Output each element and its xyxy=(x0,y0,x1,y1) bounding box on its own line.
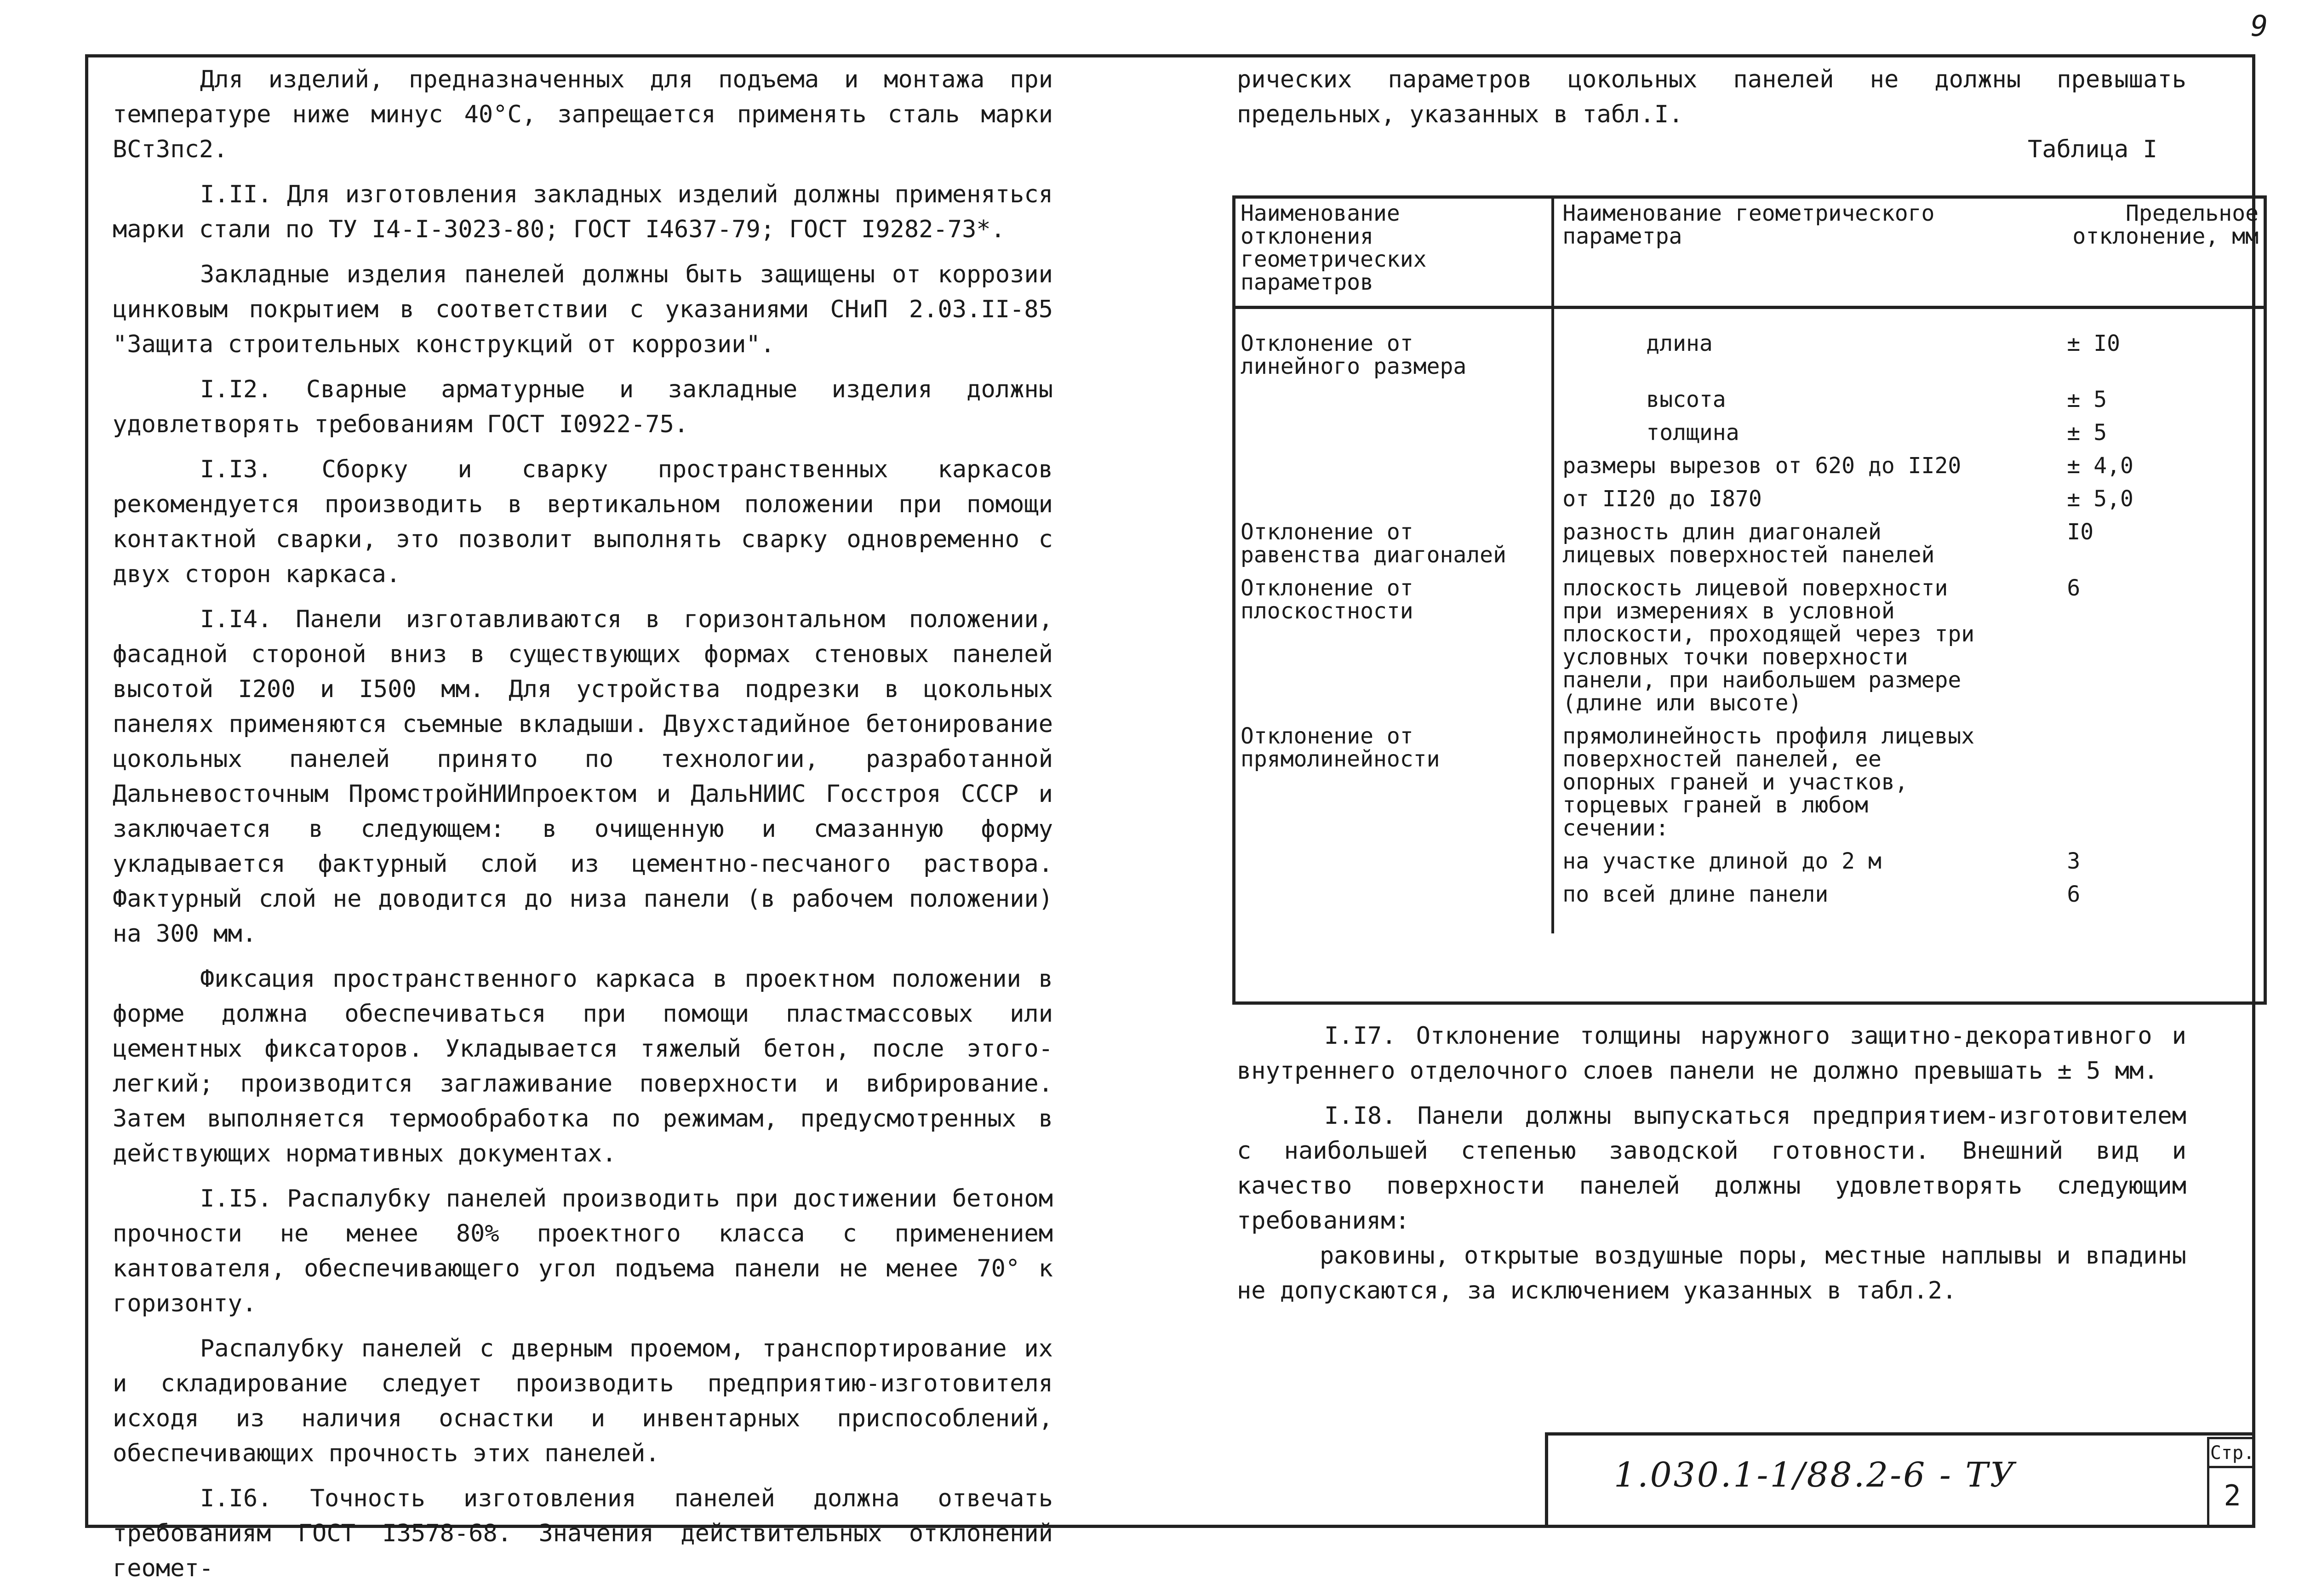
table-caption: Таблица I xyxy=(2028,136,2157,163)
right-text-column xyxy=(1237,62,2186,142)
table-cell: 3 xyxy=(2067,848,2081,874)
table-cell: на участке длиной до 2 м xyxy=(1562,848,1882,874)
table-row xyxy=(1232,845,2267,878)
paragraph: I.I5. Распалубку панелей производить при достижении бетоном прочности не менее 80% проектного класса с применением кантователя, обеспечивающего угол подъема панели не менее 70° к горизонту. xyxy=(113,1185,1053,1317)
table-cell: прямолинейность профиля лицевых поверхностей панелей, ее опорных граней и участков, торцевых граней в любом сечении: xyxy=(1562,723,1975,841)
table-cell: длина xyxy=(1646,331,1713,356)
paragraph: Распалубку панелей с дверным проемом, транспортирование их и складирование следует производить предприятию-изготовителя исходя из наличия оснастки и инвентарных приспособлений, обеспечивающих прочность этих панелей. xyxy=(113,1335,1053,1467)
table-header: Наименование отклонения геометрических параметров xyxy=(1232,195,1553,308)
table-cell xyxy=(1232,483,1553,516)
table-cell: ± 4,0 xyxy=(2067,453,2133,479)
table-cell: ± 5 xyxy=(2067,420,2107,446)
table-row xyxy=(1232,483,2267,516)
table-cell: ± I0 xyxy=(2067,331,2120,356)
table-header: Наименование геометрического параметра xyxy=(1553,195,1993,308)
sheet-number: 2 xyxy=(2207,1468,2255,1528)
table-cell: 6 xyxy=(2067,575,2081,601)
table-cell: I0 xyxy=(2067,519,2094,545)
paragraph: Фиксация пространственного каркаса в проектном положении в форме должна обеспечиваться при помощи пластмассовых или цементных фиксаторов. Укладывается тяжелый бетон, после этого-легкий; производится заглаживание поверхности и вибрирование. Затем выполняется термообработка по режимам, предусмотренных в действующих нормативных документах. xyxy=(113,965,1053,1167)
table-cell: размеры вырезов от 620 до II20 xyxy=(1562,453,1962,479)
left-text-column xyxy=(113,62,1053,1596)
table-cell xyxy=(1232,383,1553,417)
table-header: Предельное отклонение, мм xyxy=(1993,195,2267,308)
paragraph: раковины, открытые воздушные поры, местные наплывы и впадины не допускаются, за исключением указанных в табл.2. xyxy=(1237,1242,2186,1304)
table-cell xyxy=(1232,417,1553,450)
table-cell xyxy=(1232,450,1553,483)
document-code: 1.030.1-1/88.2-6 - ТУ xyxy=(1614,1455,2017,1495)
paragraph: I.I6. Точность изготовления панелей должна отвечать требованиям ГОСТ I3578-68. Значения действительных отклонений геомет- xyxy=(113,1485,1053,1582)
table-cell: от II20 до I870 xyxy=(1562,486,1762,512)
paragraph-continuation: рических параметров цокольных панелей не должны превышать предельных, указанных в табл.I. xyxy=(1237,66,2186,128)
paragraph: Закладные изделия панелей должны быть защищены от коррозии цинковым покрытием в соответствии с указаниями СНиП 2.03.II-85 "Защита строительных конструкций от коррозии". xyxy=(113,261,1053,358)
paragraph: I.II. Для изготовления закладных изделий должны применяться марки стали по ТУ I4-I-3023-80; ГОСТ I4637-79; ГОСТ I9282-73*. xyxy=(113,181,1053,243)
table-row xyxy=(1232,383,2267,417)
table-row xyxy=(1232,878,2267,933)
table-cell: плоскость лицевой поверхности при измерениях в условной плоскости, проходящей через три условных точки поверхности панели, при наибольшем размере (длине или высоте) xyxy=(1562,575,1975,716)
table-cell: 6 xyxy=(2067,881,2081,907)
paragraph: I.I8. Панели должны выпускаться предприятием-изготовителем с наибольшей степенью заводской готовности. Внешний вид и качество поверхности панелей должны удовлетворять следующим требованиям: xyxy=(1237,1102,2186,1235)
table-cell xyxy=(1232,845,1553,878)
table-cell: разность длин диагоналей лицевых поверхностей панелей xyxy=(1562,519,1935,568)
table-cell: Отклонение от равенства диагоналей xyxy=(1232,516,1553,572)
paragraph: I.I7. Отклонение толщины наружного защитно-декоративного и внутреннего отделочного слоев панели не должно превышать ± 5 мм. xyxy=(1237,1022,2186,1085)
paragraph: I.I2. Сварные арматурные и закладные изделия должны удовлетворять требованиям ГОСТ I0922-75. xyxy=(113,376,1053,438)
table-header-row xyxy=(1232,195,2267,308)
right-text-column-lower xyxy=(1237,1018,2186,1308)
table-cell xyxy=(1232,878,1553,933)
table-row xyxy=(1232,308,2267,384)
table-cell xyxy=(1993,720,2267,845)
table-row xyxy=(1232,720,2267,845)
paragraph: I.I3. Сборку и сварку пространственных каркасов рекомендуется производить в вертикальном положении при помощи контактной сварки, это позволит выполнять сварку одновременно с двух сторон каркаса. xyxy=(113,456,1053,588)
table-cell: ± 5 xyxy=(2067,387,2107,412)
paragraph: I.I4. Панели изготавливаются в горизонтальном положении, фасадной стороной вниз в существующих формах стеновых панелей высотой I200 и I500 мм. Для устройства подрезки в цокольных панелях применяются съемные вкладыши. Двухстадийное бетонирование цокольных панелей принято по технологии, разработанной Дальневосточным ПромстройНИИпроектом и ДальНИИС Госстроя СССР и заключается в следующем: в очищенную и смазанную форму укладывается фактурный слой из цементно-песчаного раствора. Фактурный слой не доводится до низа панели (в рабочем положении) на 300 мм. xyxy=(113,606,1053,948)
table-cell: Отклонение от плоскостности xyxy=(1232,572,1553,720)
table-cell: Отклонение от линейного размера xyxy=(1232,308,1553,384)
table-cell: ± 5,0 xyxy=(2067,486,2133,512)
page-number: 9 xyxy=(2251,9,2268,43)
table-row xyxy=(1232,516,2267,572)
table-row xyxy=(1232,417,2267,450)
table-cell: высота xyxy=(1646,387,1726,412)
table-row xyxy=(1232,572,2267,720)
table-cell: толщина xyxy=(1646,420,1739,446)
table-cell: Отклонение от прямолинейности xyxy=(1232,720,1553,845)
sheet-label: Стр. xyxy=(2207,1437,2255,1468)
table-cell: по всей длине панели xyxy=(1562,881,1829,907)
table-row xyxy=(1232,450,2267,483)
deviation-table xyxy=(1232,195,2267,933)
paragraph: Для изделий, предназначенных для подъема и монтажа при температуре ниже минус 40°С, запрещается применять сталь марки ВСт3пс2. xyxy=(113,66,1053,163)
